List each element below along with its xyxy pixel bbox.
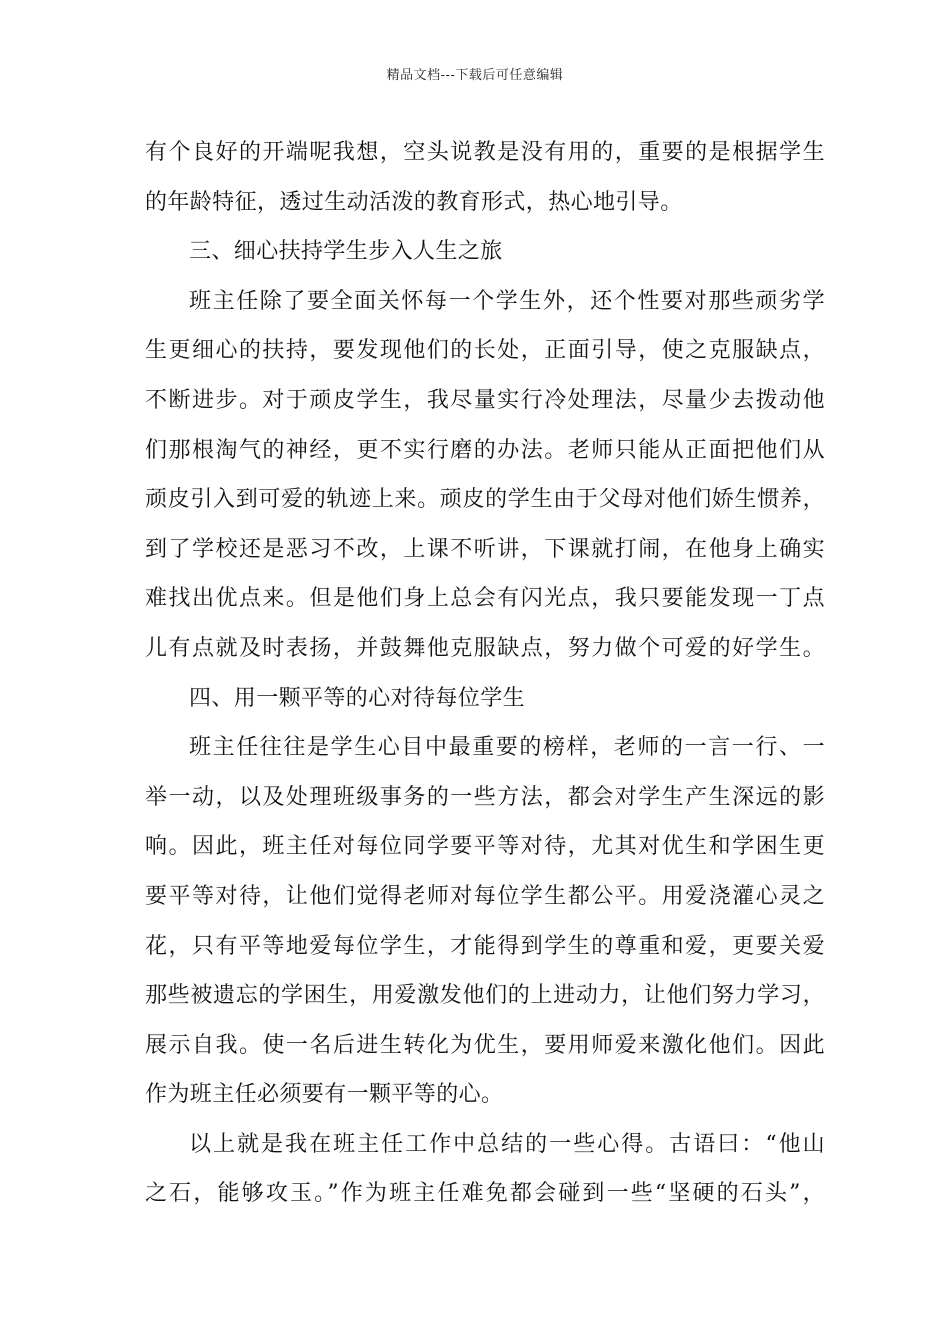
text-line: 响。因此，班主任对每位同学要平等对待，尤其对优生和学困生更 [145, 834, 825, 860]
text-line: 班主任除了要全面关怀每一个学生外，还个性要对那些顽劣学 [189, 288, 825, 314]
text-line: 举一动，以及处理班级事务的一些方法，都会对学生产生深远的影 [145, 784, 825, 810]
text-line: 儿有点就及时表扬，并鼓舞他克服缺点，努力做个可爱的好学生。 [145, 635, 825, 661]
text-line: 顽皮引入到可爱的轨迹上来。顽皮的学生由于父母对他们娇生惯养， [145, 487, 825, 513]
text-line: 要平等对待，让他们觉得老师对每位学生都公平。用爱浇灌心灵之 [145, 883, 825, 909]
text-line: 花，只有平等地爱每位学生，才能得到学生的尊重和爱，更要关爱 [145, 933, 825, 959]
text-line: 三、细心扶持学生步入人生之旅 [189, 239, 503, 265]
page-header: 精品文档---下载后可任意编辑 [386, 68, 564, 83]
text-line: 有个良好的开端呢我想，空头说教是没有用的，重要的是根据学生 [145, 140, 825, 165]
text-line: 作为班主任必须要有一颗平等的心。 [145, 1082, 504, 1108]
text-line: 班主任往往是学生心目中最重要的榜样，老师的一言一行、一 [189, 735, 825, 761]
document-body [145, 128, 825, 1219]
text-line: 四、用一颗平等的心对待每位学生 [189, 685, 526, 711]
text-line: 们那根淘气的神经，更不实行磨的办法。老师只能从正面把他们从 [145, 437, 825, 463]
text-line: 到了学校还是恶习不改，上课不听讲，下课就打闹，在他身上确实 [145, 536, 825, 562]
text-line: 生更细心的扶持，要发现他们的长处，正面引导，使之克服缺点， [145, 338, 825, 364]
text-line: 那些被遗忘的学困生，用爱激发他们的上进动力，让他们努力学习， [145, 983, 825, 1009]
text-line: 以上就是我在班主任工作中总结的一些心得。古语曰：“他山 [189, 1131, 825, 1157]
text-line: 不断进步。对于顽皮学生，我尽量实行冷处理法，尽量少去拨动他 [145, 387, 825, 413]
text-line: 展示自我。使一名后进生转化为优生，要用师爱来激化他们。因此 [145, 1032, 825, 1058]
text-line: 难找出优点来。但是他们身上总会有闪光点，我只要能发现一丁点 [145, 586, 825, 612]
text-line: 之石，能够攻玉。”作为班主任难免都会碰到一些“坚硬的石头”， [145, 1181, 825, 1207]
text-line: 的年龄特征，透过生动活泼的教育形式，热心地引导。 [145, 189, 683, 215]
